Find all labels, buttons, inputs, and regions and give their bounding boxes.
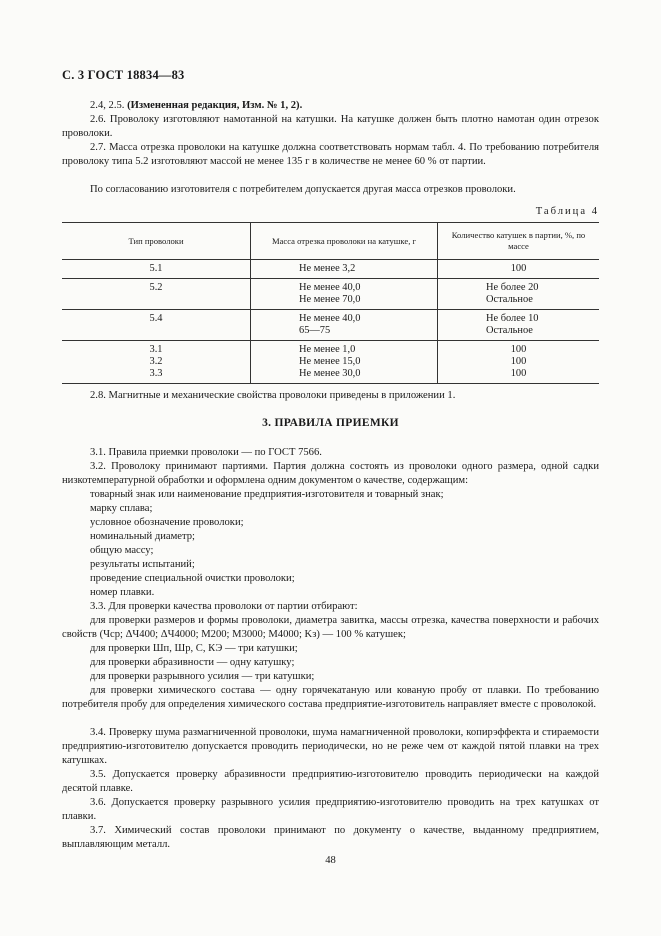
table-row xyxy=(62,341,599,384)
table-header-row xyxy=(62,223,599,260)
page-header: С. 3 ГОСТ 18834—83 xyxy=(62,68,185,82)
paragraph-3-7: 3.7. Химический состав проволоки принимают по документу о качестве, выданному предприятием, выплавляющим металл. xyxy=(62,825,599,850)
cell-type: 5.4 xyxy=(62,310,251,341)
header-mass: Масса отрезка проволоки на катушке, г xyxy=(251,223,438,260)
cell-qty: Не более 20 Остальное xyxy=(438,279,600,310)
list-item: товарный знак или наименование предприятия-изготовителя и товарный знак; xyxy=(90,489,444,500)
table-caption: Таблица 4 xyxy=(535,206,599,217)
list-item: проведение специальной очистки проволоки; xyxy=(90,573,295,584)
paragraph-3-2: 3.2. Проволоку принимают партиями. Партия должна состоять из проволоки одного размера, одной садки низкотемпературной обработки и оформлена одним документом о качестве, содержащим: xyxy=(62,461,599,486)
cell-mass: Не менее 3,2 xyxy=(251,260,438,279)
paragraph-2-8: 2.8. Магнитные и механические свойства проволоки приведены в приложении 1. xyxy=(90,390,456,401)
paragraph-2-7: 2.7. Масса отрезка проволоки на катушке должна соответствовать нормам табл. 4. По требованию потребителя проволоку типа 5.2 изготовляют массой не менее 135 г в количестве не менее 60 % от партии. xyxy=(62,142,599,167)
list-item: номинальный диаметр; xyxy=(90,531,195,542)
list-item: марку сплава; xyxy=(90,503,153,514)
sampling-text: для проверки размеров и формы проволоки, диаметра завитка, массы отрезка, качества поверхности и рабочих свойств (Ч xyxy=(62,615,599,640)
list-item: для проверки абразивности — одну катушку; xyxy=(90,657,295,668)
list-item: общую массу; xyxy=(90,545,154,556)
paragraph-3-1: 3.1. Правила приемки проволоки — по ГОСТ 7566. xyxy=(90,447,322,458)
cell-type: 5.2 xyxy=(62,279,251,310)
paragraph-chem-sample: для проверки химического состава — одну горячекатаную или кованую пробу от плавки. По требованию потребителя пробу для определения химического состава предприятие-изготовитель направляет вместе с проволокой. xyxy=(62,685,599,710)
cell-qty: 100 100 100 xyxy=(438,341,600,384)
list-item: для проверки разрывного усилия — три катушки; xyxy=(90,671,315,682)
paragraph-2-4-prefix: 2.4, 2.5. xyxy=(90,100,128,111)
list-item: результаты испытаний; xyxy=(90,559,195,570)
list-item: для проверки Шп, Шр, С, КЭ — три катушки; xyxy=(90,643,298,654)
mass-table xyxy=(62,222,599,384)
paragraph-agreement: По согласованию изготовителя с потребителем допускается другая масса отрезков проволоки. xyxy=(90,184,516,195)
sampling-formula: ср; ΔЧ400; ΔЧ4000; M200; M3000; M4000; Kз) — 100 % катушек; xyxy=(110,629,406,640)
cell-mass: Не менее 40,0 Не менее 70,0 xyxy=(251,279,438,310)
cell-qty: Не более 10 Остальное xyxy=(438,310,600,341)
paragraph-3-5: 3.5. Допускается проверку абразивности предприятию-изготовителю проводить периодически на каждой десятой плавке. xyxy=(62,769,599,794)
paragraph-2-4 xyxy=(62,99,599,113)
paragraph-3-3: 3.3. Для проверки качества проволоки от партии отбирают: xyxy=(90,601,358,612)
cell-mass: Не менее 40,0 65—75 xyxy=(251,310,438,341)
cell-qty: 100 xyxy=(438,260,600,279)
header-quantity: Количество катушек в партии, %, по массе xyxy=(438,223,600,260)
paragraph-3-4: 3.4. Проверку шума размагниченной проволоки, шума намагниченной проволоки, копирэффекта и стираемости предприятию-изготовителю допускается проводить периодически, но не реже чем от каждой пятой плавки на трех катушках. xyxy=(62,727,599,766)
paragraph-sampling xyxy=(62,614,599,642)
cell-type: 5.1 xyxy=(62,260,251,279)
header-type: Тип проволоки xyxy=(62,223,251,260)
amendment-note: (Измененная редакция, Изм. № 1, 2). xyxy=(127,100,303,111)
cell-mass: Не менее 1,0 Не менее 15,0 Не менее 30,0 xyxy=(251,341,438,384)
list-item: условное обозначение проволоки; xyxy=(90,517,244,528)
section-title: 3. ПРАВИЛА ПРИЕМКИ xyxy=(262,417,399,429)
page-number: 48 xyxy=(325,855,336,866)
table-row xyxy=(62,310,599,341)
cell-type: 3.1 3.2 3.3 xyxy=(62,341,251,384)
list-item: номер плавки. xyxy=(90,587,155,598)
table-row xyxy=(62,260,599,279)
paragraph-2-6: 2.6. Проволоку изготовляют намотанной на катушки. На катушке должен быть плотно намотан один отрезок проволоки. xyxy=(62,114,599,139)
paragraph-3-6: 3.6. Допускается проверку разрывного усилия предприятию-изготовителю проводить на трех катушках от плавки. xyxy=(62,797,599,822)
table-row xyxy=(62,279,599,310)
